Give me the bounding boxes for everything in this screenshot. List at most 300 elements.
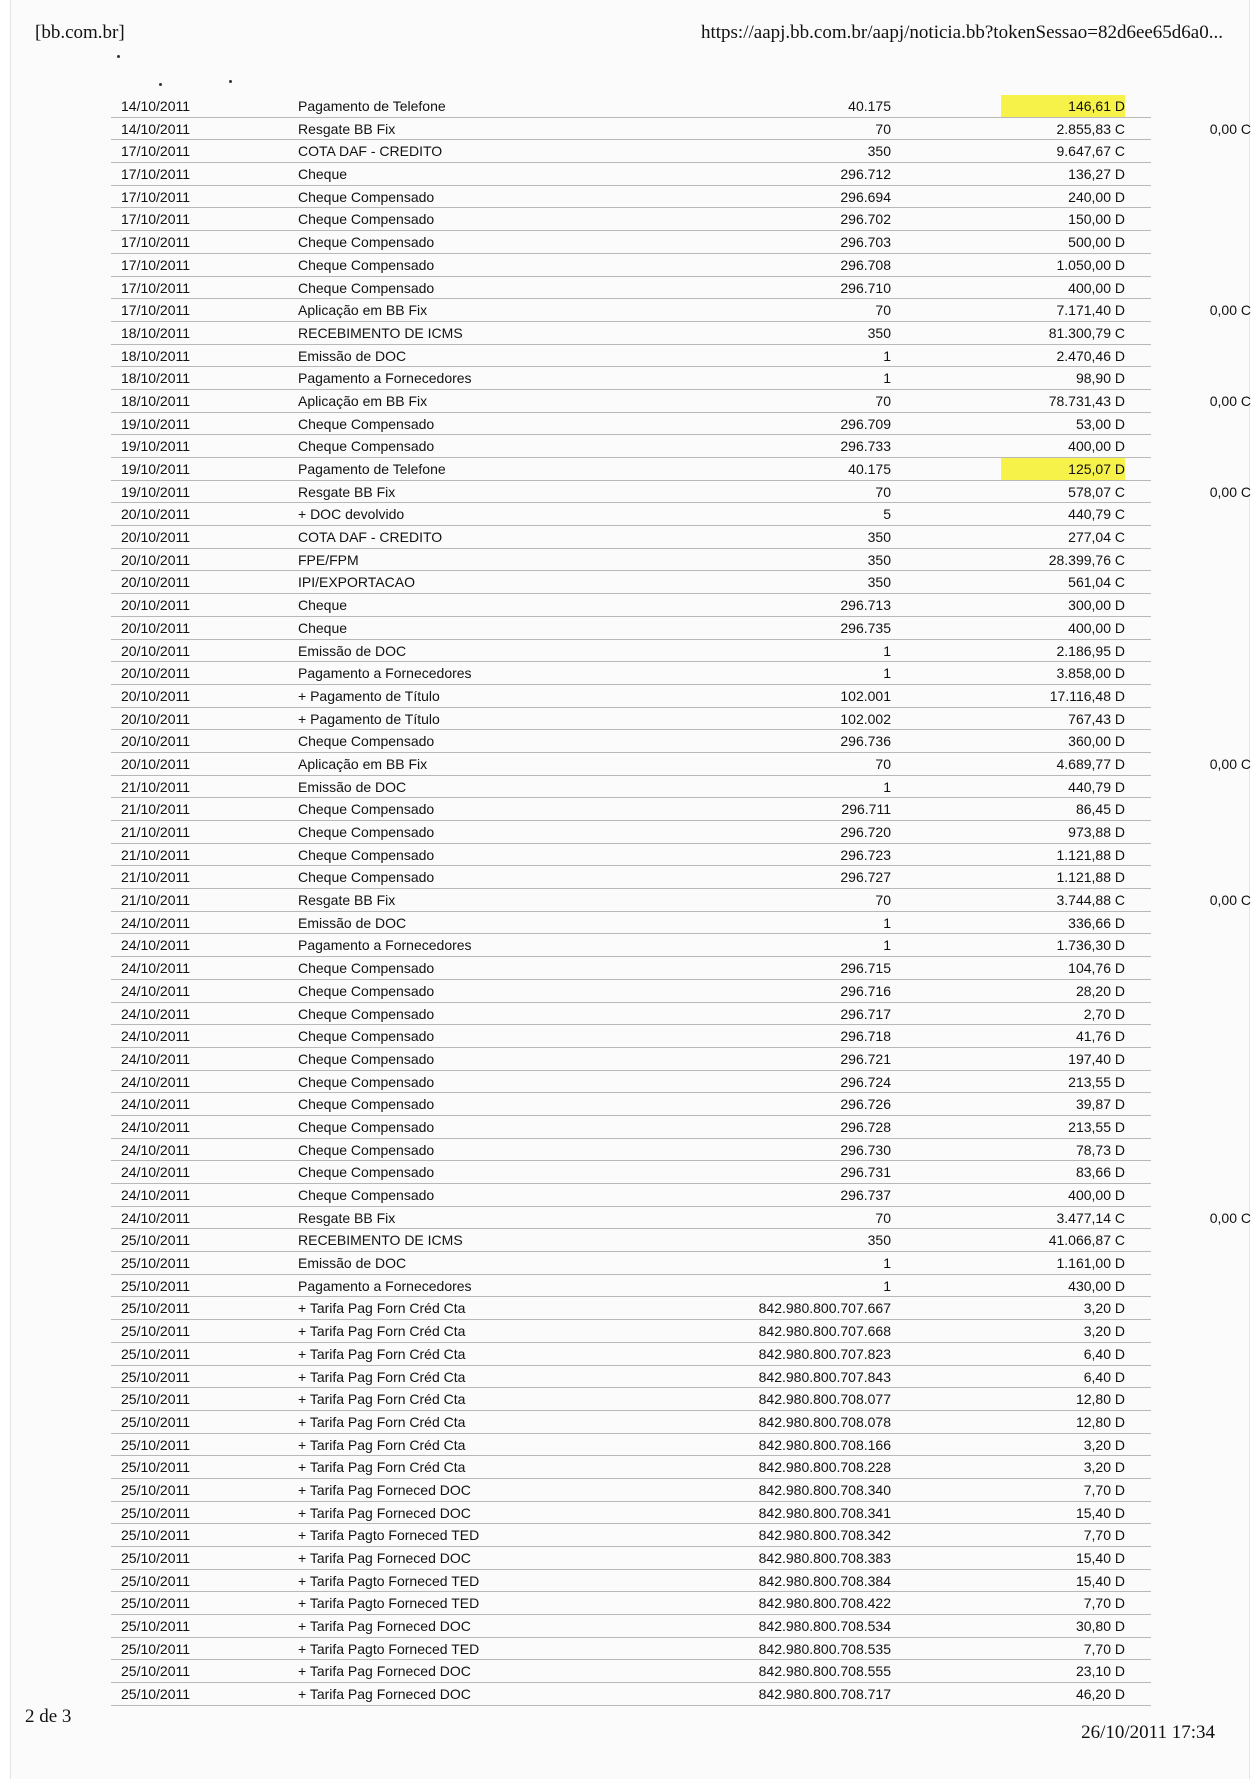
row-date: 21/10/2011 <box>121 824 191 840</box>
row-balance: 0,00 C <box>1209 483 1251 500</box>
row-document-number: 102.001 <box>840 687 891 704</box>
row-date: 17/10/2011 <box>121 256 191 273</box>
row-value <box>901 231 1125 253</box>
row-document-number: 296.716 <box>840 982 891 999</box>
table-row <box>111 1502 1151 1525</box>
row-date: 20/10/2011 <box>121 665 191 682</box>
scan-speck <box>117 55 120 58</box>
table-row <box>111 1524 1151 1547</box>
row-document-number: 1 <box>883 937 891 954</box>
row-date: 24/10/2011 <box>121 1050 191 1067</box>
row-value <box>901 571 1125 593</box>
row-date: 24/10/2011 <box>121 1005 191 1022</box>
row-description: Cheque Compensado <box>298 1187 435 1203</box>
row-value <box>901 594 1125 616</box>
row-description: + Tarifa Pag Forneced DOC <box>298 1663 471 1680</box>
table-row <box>111 798 1151 821</box>
value-text: 767,43 D <box>1068 710 1125 727</box>
value-text: 41,76 D <box>1075 1028 1125 1045</box>
row-document-number: 296.703 <box>840 234 891 251</box>
value-text: 53,00 D <box>1075 415 1125 432</box>
row-date: 20/10/2011 <box>121 574 191 591</box>
value-text: 240,00 D <box>1068 188 1125 205</box>
table-row <box>111 571 1151 594</box>
row-date: 21/10/2011 <box>121 801 191 818</box>
value-text: 23,10 D <box>1075 1663 1125 1680</box>
table-row <box>111 1547 1151 1570</box>
row-document-number: 842.980.800.707.823 <box>758 1345 891 1362</box>
value-text: 9.647,67 C <box>1056 143 1125 160</box>
row-document-number: 1 <box>883 778 891 795</box>
row-date: 24/10/2011 <box>121 1096 191 1113</box>
row-value <box>901 889 1125 911</box>
row-description: + Tarifa Pagto Forneced TED <box>298 1572 480 1589</box>
row-description: Resgate BB Fix <box>298 120 396 137</box>
row-value <box>901 1366 1125 1388</box>
row-balance: 0,00 C <box>1209 755 1251 772</box>
row-description: Cheque Compensado <box>298 1050 435 1067</box>
row-date: 25/10/2011 <box>121 1368 191 1385</box>
row-date: 25/10/2011 <box>121 1572 191 1589</box>
value-text: 28,20 D <box>1075 982 1125 999</box>
value-text: 2,70 D <box>1083 1005 1125 1022</box>
table-row <box>111 594 1151 617</box>
table-row <box>111 912 1151 935</box>
row-value <box>901 299 1125 321</box>
row-date: 17/10/2011 <box>121 302 191 319</box>
row-document-number: 296.694 <box>840 188 891 205</box>
row-value <box>901 254 1125 276</box>
row-description: Emissão de DOC <box>298 642 407 659</box>
row-description: COTA DAF - CREDITO <box>298 143 443 160</box>
print-datetime: 26/10/2011 17:34 <box>1081 1722 1215 1743</box>
row-description: + Tarifa Pagto Forneced TED <box>298 1640 480 1657</box>
row-date: 25/10/2011 <box>121 1413 191 1430</box>
value-text: 2.186,95 D <box>1056 642 1125 659</box>
table-row <box>111 481 1251 504</box>
value-text: 3.744,88 C <box>1056 892 1125 909</box>
value-text: 83,66 D <box>1075 1164 1125 1181</box>
row-date: 20/10/2011 <box>121 710 191 727</box>
row-value <box>901 435 1125 457</box>
row-value <box>901 1343 1125 1365</box>
row-date: 17/10/2011 <box>121 234 191 251</box>
row-description: + Tarifa Pag Forn Créd Cta <box>298 1391 466 1408</box>
row-value <box>901 662 1125 684</box>
value-text: 30,80 D <box>1075 1618 1125 1635</box>
page-number: 2 de 3 <box>25 1706 72 1727</box>
row-date: 24/10/2011 <box>121 1209 191 1226</box>
row-date: 24/10/2011 <box>121 1187 191 1203</box>
row-description: Cheque Compensado <box>298 1118 435 1135</box>
value-text: 1.050,00 D <box>1056 256 1125 273</box>
table-row <box>111 231 1151 254</box>
row-document-number: 350 <box>867 574 891 591</box>
row-date: 21/10/2011 <box>121 869 191 886</box>
row-value <box>901 186 1125 208</box>
row-description: RECEBIMENTO DE ICMS <box>298 324 463 341</box>
value-text: 277,04 C <box>1068 529 1125 546</box>
row-value <box>901 1683 1125 1705</box>
table-row <box>111 957 1151 980</box>
table-row <box>111 1025 1151 1048</box>
row-value <box>901 685 1125 707</box>
value-text: 440,79 C <box>1068 506 1125 523</box>
row-document-number: 70 <box>875 120 891 137</box>
row-date: 25/10/2011 <box>121 1323 191 1340</box>
table-row <box>111 299 1251 322</box>
table-row <box>111 526 1151 549</box>
row-document-number: 296.736 <box>840 733 891 750</box>
table-row <box>111 1411 1151 1434</box>
value-text: 12,80 D <box>1075 1391 1125 1408</box>
scan-speck <box>229 80 232 83</box>
row-value <box>901 798 1125 820</box>
header-url[interactable]: https://aapj.bb.com.br/aapj/noticia.bb?tokenSessao=82d6ee65d6a0... <box>700 22 1223 43</box>
table-row <box>111 1592 1151 1615</box>
table-row <box>111 1456 1151 1479</box>
row-description: + Tarifa Pag Forneced DOC <box>298 1550 471 1566</box>
row-description: FPE/FPM <box>298 551 359 568</box>
table-row <box>111 390 1251 413</box>
row-document-number: 70 <box>875 1209 891 1226</box>
row-value <box>901 163 1125 185</box>
row-value <box>901 1275 1125 1297</box>
value-text: 360,00 D <box>1068 733 1125 750</box>
row-balance: 0,00 C <box>1209 392 1251 409</box>
row-document-number: 842.980.800.708.340 <box>758 1481 891 1498</box>
row-document-number: 296.720 <box>840 824 891 840</box>
row-date: 24/10/2011 <box>121 960 191 977</box>
row-document-number: 296.721 <box>840 1050 891 1067</box>
row-date: 17/10/2011 <box>121 143 191 160</box>
row-date: 25/10/2011 <box>121 1481 191 1498</box>
row-value <box>901 1229 1125 1251</box>
value-text: 7,70 D <box>1083 1527 1125 1544</box>
row-date: 25/10/2011 <box>121 1436 191 1453</box>
table-row <box>111 549 1151 572</box>
row-description: + Tarifa Pag Forn Créd Cta <box>298 1368 466 1385</box>
row-document-number: 842.980.800.707.843 <box>758 1368 891 1385</box>
value-text: 973,88 D <box>1068 824 1125 840</box>
table-row <box>111 889 1251 912</box>
row-value <box>901 1592 1125 1614</box>
row-description: + Tarifa Pag Forneced DOC <box>298 1481 471 1498</box>
row-description: Cheque Compensado <box>298 824 435 840</box>
row-date: 18/10/2011 <box>121 392 191 409</box>
row-date: 24/10/2011 <box>121 914 191 931</box>
row-description: Cheque Compensado <box>298 1096 435 1113</box>
table-row <box>111 1229 1151 1252</box>
row-document-number: 842.980.800.708.078 <box>758 1413 891 1430</box>
row-document-number: 1 <box>883 665 891 682</box>
row-description: + Tarifa Pag Forn Créd Cta <box>298 1436 466 1453</box>
row-description: + Tarifa Pag Forn Créd Cta <box>298 1345 466 1362</box>
row-document-number: 296.723 <box>840 846 891 863</box>
table-row <box>111 980 1151 1003</box>
row-balance: 0,00 C <box>1209 892 1251 909</box>
table-row <box>111 1366 1151 1389</box>
row-date: 14/10/2011 <box>121 120 191 137</box>
row-description: Cheque Compensado <box>298 1005 435 1022</box>
row-date: 21/10/2011 <box>121 892 191 909</box>
row-description: Resgate BB Fix <box>298 483 396 500</box>
row-date: 20/10/2011 <box>121 619 191 636</box>
row-value <box>901 1161 1125 1183</box>
row-date: 24/10/2011 <box>121 1118 191 1135</box>
row-date: 25/10/2011 <box>121 1663 191 1680</box>
row-value <box>901 1524 1125 1546</box>
row-value <box>901 481 1125 503</box>
row-description: Cheque Compensado <box>298 801 435 818</box>
row-date: 18/10/2011 <box>121 347 191 364</box>
row-description: Pagamento de Telefone <box>298 461 446 477</box>
row-value <box>901 1048 1125 1070</box>
row-value <box>901 730 1125 752</box>
value-text: 400,00 D <box>1068 438 1125 455</box>
row-description: + Tarifa Pag Forn Créd Cta <box>298 1300 466 1317</box>
row-description: Cheque Compensado <box>298 415 435 432</box>
value-text: 400,00 D <box>1068 619 1125 636</box>
row-value <box>901 390 1125 412</box>
row-value <box>901 980 1125 1002</box>
row-date: 20/10/2011 <box>121 551 191 568</box>
value-text: 104,76 D <box>1068 960 1125 977</box>
value-text: 6,40 D <box>1083 1368 1125 1385</box>
row-description: Emissão de DOC <box>298 778 407 795</box>
row-value <box>901 526 1125 548</box>
table-row <box>111 1093 1151 1116</box>
row-date: 20/10/2011 <box>121 687 191 704</box>
row-document-number: 296.730 <box>840 1141 891 1158</box>
row-description: + DOC devolvido <box>298 506 405 523</box>
row-value <box>901 1502 1125 1524</box>
row-document-number: 40.175 <box>848 461 891 477</box>
value-text: 400,00 D <box>1068 1187 1125 1203</box>
row-description: + Tarifa Pagto Forneced TED <box>298 1595 480 1612</box>
table-row <box>111 1116 1151 1139</box>
row-description: Cheque Compensado <box>298 869 435 886</box>
row-value <box>901 1638 1125 1660</box>
row-value <box>901 1184 1125 1206</box>
row-value <box>901 1479 1125 1501</box>
row-description: Cheque Compensado <box>298 1164 435 1181</box>
row-description: + Tarifa Pag Forneced DOC <box>298 1686 471 1703</box>
table-row <box>111 413 1151 436</box>
row-description: Cheque Compensado <box>298 234 435 251</box>
row-document-number: 296.712 <box>840 166 891 183</box>
row-date: 20/10/2011 <box>121 529 191 546</box>
value-text: 17.116,48 D <box>1049 687 1125 704</box>
table-row <box>111 844 1151 867</box>
table-row <box>111 118 1251 141</box>
row-document-number: 1 <box>883 642 891 659</box>
table-row <box>111 1161 1151 1184</box>
row-document-number: 842.980.800.708.422 <box>758 1595 891 1612</box>
row-description: + Pagamento de Título <box>298 710 440 727</box>
row-date: 25/10/2011 <box>121 1618 191 1635</box>
row-document-number: 70 <box>875 392 891 409</box>
row-value <box>901 1411 1125 1433</box>
table-row <box>111 140 1151 163</box>
row-balance: 0,00 C <box>1209 1209 1251 1226</box>
row-description: Cheque <box>298 166 348 183</box>
row-document-number: 842.980.800.708.534 <box>758 1618 891 1635</box>
table-row <box>111 1003 1151 1026</box>
row-document-number: 1 <box>883 370 891 387</box>
row-description: Emissão de DOC <box>298 347 407 364</box>
table-row <box>111 934 1151 957</box>
row-document-number: 842.980.800.708.341 <box>758 1504 891 1521</box>
row-description: Aplicação em BB Fix <box>298 302 428 319</box>
row-date: 25/10/2011 <box>121 1504 191 1521</box>
row-value <box>901 912 1125 934</box>
row-document-number: 842.980.800.708.384 <box>758 1572 891 1589</box>
table-row <box>111 163 1151 186</box>
value-text: 213,55 D <box>1068 1118 1125 1135</box>
row-value <box>901 1660 1125 1682</box>
row-document-number: 296.735 <box>840 619 891 636</box>
row-document-number: 70 <box>875 302 891 319</box>
table-row <box>111 208 1151 231</box>
row-value <box>901 708 1125 730</box>
row-date: 21/10/2011 <box>121 778 191 795</box>
row-value <box>901 1570 1125 1592</box>
value-text: 300,00 D <box>1068 597 1125 614</box>
row-document-number: 842.980.800.708.383 <box>758 1550 891 1566</box>
highlighted-value: 146,61 D <box>1001 95 1125 117</box>
row-value <box>901 458 1125 480</box>
row-description: Cheque <box>298 597 348 614</box>
row-document-number: 842.980.800.708.535 <box>758 1640 891 1657</box>
row-value <box>901 1615 1125 1637</box>
row-value <box>901 1547 1125 1569</box>
row-date: 25/10/2011 <box>121 1550 191 1566</box>
row-document-number: 296.702 <box>840 211 891 228</box>
row-value <box>901 1116 1125 1138</box>
value-text: 78.731,43 D <box>1048 392 1125 409</box>
value-text: 7,70 D <box>1083 1595 1125 1612</box>
value-text: 15,40 D <box>1075 1550 1125 1566</box>
row-document-number: 842.980.800.708.717 <box>758 1686 891 1703</box>
row-document-number: 296.708 <box>840 256 891 273</box>
value-text: 3,20 D <box>1083 1300 1125 1317</box>
row-document-number: 350 <box>867 551 891 568</box>
value-text: 41.066,87 C <box>1048 1232 1125 1249</box>
row-date: 25/10/2011 <box>121 1345 191 1362</box>
row-document-number: 842.980.800.708.077 <box>758 1391 891 1408</box>
row-document-number: 296.728 <box>840 1118 891 1135</box>
row-description: Cheque Compensado <box>298 733 435 750</box>
table-row <box>111 1479 1151 1502</box>
table-row <box>111 1071 1151 1094</box>
row-description: + Tarifa Pag Forneced DOC <box>298 1504 471 1521</box>
row-description: Cheque Compensado <box>298 1141 435 1158</box>
row-description: Cheque Compensado <box>298 846 435 863</box>
table-row <box>111 640 1151 663</box>
row-value <box>901 617 1125 639</box>
row-description: Cheque Compensado <box>298 1073 435 1090</box>
table-row <box>111 277 1151 300</box>
scanned-page <box>10 0 1250 1779</box>
row-value <box>901 1071 1125 1093</box>
row-description: + Tarifa Pag Forn Créd Cta <box>298 1459 466 1476</box>
row-date: 25/10/2011 <box>121 1232 191 1249</box>
row-description: + Tarifa Pagto Forneced TED <box>298 1527 480 1544</box>
value-text: 213,55 D <box>1068 1073 1125 1090</box>
row-description: Cheque <box>298 619 348 636</box>
row-document-number: 1 <box>883 347 891 364</box>
table-row <box>111 1252 1151 1275</box>
row-date: 25/10/2011 <box>121 1300 191 1317</box>
table-row <box>111 1297 1151 1320</box>
value-text: 197,40 D <box>1068 1050 1125 1067</box>
row-description: Resgate BB Fix <box>298 1209 396 1226</box>
row-document-number: 842.980.800.708.555 <box>758 1663 891 1680</box>
row-value <box>901 640 1125 662</box>
table-row <box>111 685 1151 708</box>
row-date: 25/10/2011 <box>121 1640 191 1657</box>
row-value <box>901 503 1125 525</box>
row-date: 19/10/2011 <box>121 415 191 432</box>
row-date: 24/10/2011 <box>121 1073 191 1090</box>
row-date: 24/10/2011 <box>121 1141 191 1158</box>
row-description: Cheque Compensado <box>298 960 435 977</box>
table-row <box>111 254 1151 277</box>
value-text: 2.855,83 C <box>1056 120 1125 137</box>
value-text: 3.477,14 C <box>1056 1209 1125 1226</box>
row-date: 19/10/2011 <box>121 483 191 500</box>
row-document-number: 70 <box>875 892 891 909</box>
row-description: RECEBIMENTO DE ICMS <box>298 1232 463 1249</box>
table-row <box>111 753 1251 776</box>
value-text: 7.171,40 D <box>1056 302 1125 319</box>
scan-speck <box>159 83 162 86</box>
row-description: + Tarifa Pag Forneced DOC <box>298 1618 471 1635</box>
row-balance: 0,00 C <box>1209 302 1251 319</box>
row-date: 24/10/2011 <box>121 1164 191 1181</box>
row-date: 25/10/2011 <box>121 1277 191 1294</box>
row-document-number: 102.002 <box>840 710 891 727</box>
table-row <box>111 821 1151 844</box>
row-value <box>901 1139 1125 1161</box>
row-document-number: 296.715 <box>840 960 891 977</box>
table-row <box>111 186 1151 209</box>
row-value <box>901 866 1125 888</box>
row-description: COTA DAF - CREDITO <box>298 529 443 546</box>
row-value <box>901 753 1125 775</box>
row-description: Aplicação em BB Fix <box>298 392 428 409</box>
row-value <box>901 821 1125 843</box>
value-text: 28.399,76 C <box>1048 551 1125 568</box>
row-date: 25/10/2011 <box>121 1686 191 1703</box>
row-document-number: 842.980.800.707.667 <box>758 1300 891 1317</box>
table-row <box>111 1388 1151 1411</box>
row-document-number: 1 <box>883 1255 891 1272</box>
value-text: 98,90 D <box>1075 370 1125 387</box>
row-date: 25/10/2011 <box>121 1391 191 1408</box>
row-value <box>901 957 1125 979</box>
row-document-number: 296.717 <box>840 1005 891 1022</box>
row-document-number: 40.175 <box>848 98 891 114</box>
table-row <box>111 1638 1151 1661</box>
value-text: 7,70 D <box>1083 1481 1125 1498</box>
row-document-number: 1 <box>883 914 891 931</box>
row-date: 25/10/2011 <box>121 1527 191 1544</box>
table-row <box>111 1320 1151 1343</box>
table-row <box>111 1343 1151 1366</box>
row-document-number: 5 <box>883 506 891 523</box>
